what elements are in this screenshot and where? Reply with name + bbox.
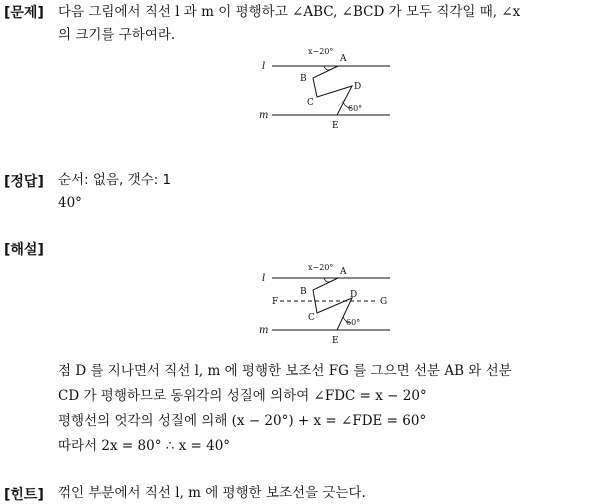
label-point-c: C: [307, 98, 314, 108]
answer-text-line2: 40°: [58, 195, 82, 211]
label-point-a: A: [340, 54, 347, 64]
solution-label: [해설]: [4, 242, 44, 258]
label-m: m: [259, 110, 269, 121]
solution-text-line3: 평행선의 엇각의 성질에 의해 (x − 20°) + x = ∠FDE = 60°: [58, 413, 427, 429]
solution-text-line4: 따라서 2x = 80° ∴ x = 40°: [58, 438, 231, 454]
label-point-b: B: [300, 74, 307, 84]
label-point-a: A: [340, 267, 347, 277]
label-point-f: F: [272, 297, 279, 307]
solution-text-line1: 점 D 를 지나면서 직선 l, m 에 평행한 보조선 FG 를 그으면 선분 AB 와 선분: [58, 363, 512, 379]
answer-label: [정답]: [4, 174, 44, 190]
label-point-g: G: [380, 297, 388, 307]
label-angle-60: 60°: [346, 318, 361, 327]
label-l: l: [262, 61, 266, 72]
label-point-e: E: [332, 336, 339, 346]
problem-figure: [250, 44, 410, 136]
hint-label: [힌트]: [4, 487, 44, 503]
label-l: l: [262, 273, 266, 284]
label-angle-x: x−20°: [308, 47, 334, 56]
problem-text-line1: 다음 그림에서 직선 l 과 m 이 평행하고 ∠ABC, ∠BCD 가 모두 직각일 때, ∠x: [58, 4, 521, 20]
label-point-c: C: [308, 313, 315, 323]
solution-text-line2: CD 가 평행하므로 동위각의 성질에 의하여 ∠FDC = x − 20°: [58, 388, 427, 404]
angle-x-arc: [324, 66, 332, 70]
problem-text-line2: 의 크기를 구하여라.: [58, 27, 176, 43]
hint-text-line1: 꺾인 부분에서 직선 l, m 에 평행한 보조선을 긋는다.: [58, 485, 366, 501]
zigzag-path: [313, 66, 352, 115]
label-point-d: D: [350, 290, 358, 300]
answer-text-line1: 순서: 없음, 갯수: 1: [58, 172, 172, 188]
problem-label: [문제]: [4, 5, 44, 21]
solution-figure: [250, 258, 410, 350]
label-point-d: D: [354, 82, 362, 92]
label-point-b: B: [300, 287, 307, 297]
label-point-e: E: [332, 121, 339, 131]
label-angle-60: 60°: [348, 104, 363, 113]
label-angle-x: x−20°: [308, 263, 334, 272]
angle-x-arc: [324, 278, 332, 282]
label-m: m: [259, 325, 269, 336]
